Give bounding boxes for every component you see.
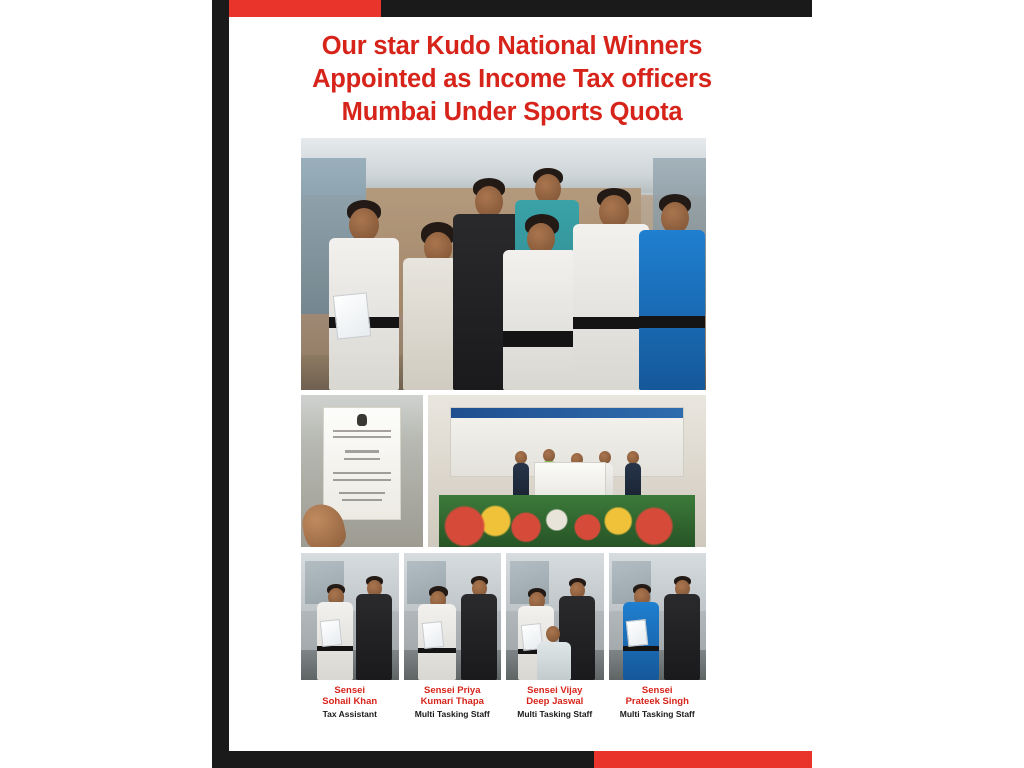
winner-caption-2 bbox=[404, 685, 502, 720]
winner-figure bbox=[315, 584, 355, 680]
poster-top-red-bar bbox=[229, 0, 381, 17]
poster-title bbox=[252, 30, 772, 129]
winner-photo-1 bbox=[301, 553, 399, 680]
winner-role: Multi Tasking Staff bbox=[414, 709, 490, 719]
title-line-2: Appointed as Income Tax officers bbox=[312, 65, 712, 93]
letter-photo-scene bbox=[301, 395, 423, 547]
winner-name-line2: Kumari Thapa bbox=[420, 696, 484, 707]
group-photo bbox=[301, 138, 706, 390]
head bbox=[546, 626, 560, 642]
winner-name-line2: Prateek Singh bbox=[625, 696, 689, 707]
certificate bbox=[625, 619, 648, 647]
winner-caption-4 bbox=[609, 685, 707, 720]
winner-card-1 bbox=[301, 553, 399, 720]
torso bbox=[503, 250, 577, 390]
photo-row-bottom bbox=[301, 553, 706, 720]
winner-caption-1 bbox=[301, 685, 399, 720]
winner-name-line2: Sohail Khan bbox=[322, 696, 378, 707]
black-belt bbox=[503, 331, 577, 346]
torso bbox=[356, 594, 392, 680]
winner-name-line1: Sensei bbox=[334, 685, 366, 696]
torso bbox=[461, 594, 497, 680]
winner-role: Tax Assistant bbox=[322, 709, 377, 719]
winner-photo-3 bbox=[506, 553, 604, 680]
winner-photo-4 bbox=[609, 553, 707, 680]
winner-photo-2-scene bbox=[404, 553, 502, 680]
poster-page bbox=[212, 0, 812, 768]
seated-person bbox=[536, 626, 572, 680]
certificate bbox=[333, 292, 371, 339]
stage-photo-scene bbox=[428, 395, 706, 547]
certificate bbox=[320, 619, 343, 647]
official-figure bbox=[355, 576, 393, 680]
winner-photo-4-scene bbox=[609, 553, 707, 680]
national-emblem-icon bbox=[357, 414, 366, 426]
poster-bottom-red-bar bbox=[594, 751, 812, 768]
winner-photo-3-scene bbox=[506, 553, 604, 680]
winner-name-line1: Sensei Priya bbox=[423, 685, 481, 696]
black-belt bbox=[573, 317, 649, 329]
torso bbox=[639, 230, 705, 390]
poster-photo-grid bbox=[301, 138, 706, 720]
winner-role: Multi Tasking Staff bbox=[619, 709, 695, 719]
torso bbox=[573, 224, 649, 390]
torso bbox=[537, 642, 571, 680]
black-belt bbox=[418, 648, 456, 653]
winner-card-4 bbox=[609, 553, 707, 720]
banner-header-strip bbox=[451, 408, 683, 418]
poster-top-black-bar bbox=[381, 0, 812, 17]
black-belt bbox=[639, 316, 705, 327]
winner-figure bbox=[621, 584, 661, 680]
title-line-1: Our star Kudo National Winners bbox=[321, 32, 703, 60]
person-gi-blue bbox=[639, 194, 706, 390]
official-figure bbox=[460, 576, 498, 680]
winner-name-line1: Sensei bbox=[641, 685, 673, 696]
appointment-letter bbox=[323, 407, 401, 519]
group-photo-scene bbox=[301, 138, 706, 390]
winner-photo-1-scene bbox=[301, 553, 399, 680]
flower-decoration bbox=[439, 495, 695, 547]
appointment-letter-photo bbox=[301, 395, 423, 547]
winner-card-2 bbox=[404, 553, 502, 720]
head bbox=[349, 208, 379, 242]
title-line-3: Mumbai Under Sports Quota bbox=[341, 98, 683, 126]
torso bbox=[664, 594, 700, 680]
person-gi-white-left bbox=[325, 200, 403, 390]
winner-role: Multi Tasking Staff bbox=[517, 709, 593, 719]
certificate bbox=[421, 621, 444, 649]
winner-photo-2 bbox=[404, 553, 502, 680]
photo-row-middle bbox=[301, 395, 706, 547]
stage-ceremony-photo bbox=[428, 395, 706, 547]
winner-name-line1: Sensei Vijay bbox=[527, 685, 583, 696]
official-figure bbox=[663, 576, 701, 680]
poster-bottom-black-bar bbox=[229, 751, 594, 768]
winner-figure bbox=[416, 586, 458, 680]
poster-left-black-bar bbox=[212, 0, 229, 768]
winner-caption-3 bbox=[506, 685, 604, 720]
winner-card-3 bbox=[506, 553, 604, 720]
winner-name-line2: Deep Jaswal bbox=[526, 696, 584, 707]
